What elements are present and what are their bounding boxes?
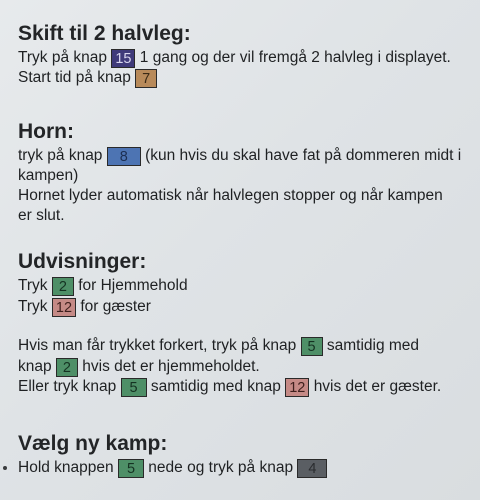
text-span: hvis det er hjemmeholdet. (82, 358, 260, 375)
text-span: Hvis man får trykket forkert, tryk på knap (18, 337, 297, 354)
text-span: for Hjemmehold (78, 277, 188, 294)
text-span: nede og tryk på knap (148, 459, 294, 476)
heading-vaelg-ny-kamp: Vælg ny kamp: (18, 432, 168, 455)
text-line (18, 357, 260, 377)
text-line (18, 297, 151, 317)
text-line (18, 48, 451, 68)
heading-udvisninger: Udvisninger: (18, 250, 147, 273)
key-badge: 2 (52, 277, 74, 296)
text-span: tryk på knap (18, 147, 103, 164)
text-line: er slut. (18, 207, 65, 224)
text-span: Tryk (18, 298, 48, 315)
text-span: for gæster (80, 298, 151, 315)
key-badge: 5 (301, 337, 323, 356)
heading-skift-halvleg: Skift til 2 halvleg: (18, 22, 191, 45)
bullet-dot (3, 466, 7, 470)
text-span: Start tid på knap (18, 69, 131, 86)
text-span: (kun hvis du skal have fat på dommeren midt i (145, 147, 462, 164)
key-badge: 2 (56, 358, 78, 377)
key-badge: 8 (107, 147, 141, 166)
text-span: Tryk (18, 277, 48, 294)
text-line (18, 336, 419, 356)
text-span: Hold knappen (18, 459, 114, 476)
text-span: samtidig med knap (150, 378, 281, 395)
key-badge: 5 (118, 459, 144, 478)
text-line (18, 68, 157, 88)
text-line (18, 276, 188, 296)
text-line (18, 377, 441, 397)
text-span: knap (18, 358, 52, 375)
text-line (18, 146, 461, 166)
key-badge: 4 (297, 459, 327, 478)
key-badge: 7 (135, 69, 157, 88)
text-line: kampen) (18, 167, 79, 184)
text-span: Tryk på knap (18, 49, 108, 66)
key-badge: 15 (111, 49, 135, 68)
heading-horn: Horn: (18, 120, 74, 143)
text-line: Hornet lyder automatisk når halvlegen stopper og når kampen (18, 187, 443, 204)
text-span: samtidig med (326, 337, 420, 354)
key-badge: 12 (52, 298, 76, 317)
text-line (18, 458, 327, 478)
text-span: Eller tryk knap (18, 378, 117, 395)
key-badge: 12 (285, 378, 309, 397)
key-badge: 5 (121, 378, 147, 397)
text-span: hvis det er gæster. (313, 378, 442, 395)
text-span: 1 gang og der vil fremgå 2 halvleg i displayet. (139, 49, 451, 66)
